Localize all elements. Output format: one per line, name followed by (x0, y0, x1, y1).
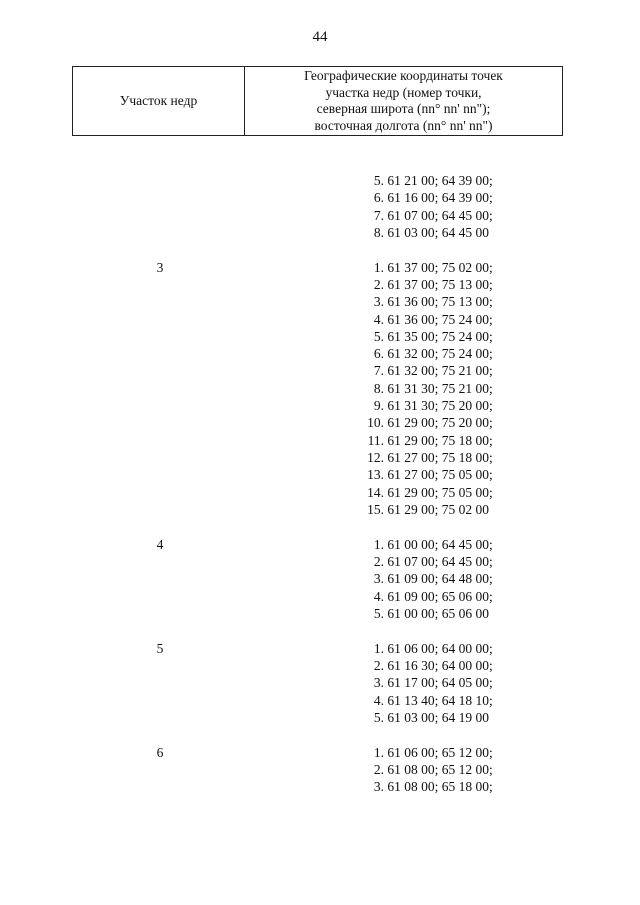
table-header (72, 66, 563, 136)
point-coordinates: 61 31 30; 75 20 00; (387, 398, 493, 414)
point-number: 1. (373, 640, 384, 656)
point-coordinates: 61 00 00; 64 45 00; (387, 536, 493, 552)
point-number: 10. (367, 415, 384, 431)
area-number: 4 (156, 536, 164, 552)
coordinate-point (364, 744, 640, 761)
point-coordinates: 61 37 00; 75 13 00; (387, 276, 493, 292)
header-coords-line: восточная долгота (nn° nn' nn") (314, 117, 493, 133)
point-coordinates: 61 29 00; 75 05 00; (387, 484, 493, 500)
point-number: 1. (373, 536, 384, 552)
area-section (0, 640, 640, 726)
point-coordinates: 61 37 00; 75 02 00; (387, 259, 493, 275)
point-number: 13. (367, 467, 384, 483)
coordinate-point (364, 674, 640, 691)
point-number: 5. (373, 605, 384, 621)
point-coordinates: 61 03 00; 64 45 00 (387, 224, 490, 240)
point-number: 7. (373, 207, 384, 223)
coordinate-point (364, 640, 640, 657)
coordinate-point (364, 224, 640, 241)
coordinate-point (364, 259, 640, 276)
point-coordinates: 61 27 00; 75 18 00; (387, 449, 493, 465)
point-number: 3. (373, 779, 384, 795)
coordinate-point (364, 553, 640, 570)
point-coordinates: 61 08 00; 65 18 00; (387, 779, 493, 795)
coordinate-point (364, 207, 640, 224)
coordinate-point (364, 536, 640, 553)
area-section (0, 259, 640, 518)
point-number: 9. (373, 398, 384, 414)
coordinate-point (364, 362, 640, 379)
point-number: 7. (373, 363, 384, 379)
header-cell-coordinates (245, 67, 562, 135)
point-number: 5. (373, 709, 384, 725)
coordinate-point (364, 432, 640, 449)
point-coordinates: 61 29 00; 75 18 00; (387, 432, 493, 448)
point-coordinates: 61 29 00; 75 02 00 (387, 501, 490, 517)
point-number: 8. (373, 380, 384, 396)
coordinates-list (0, 172, 640, 813)
point-number: 2. (373, 761, 384, 777)
point-number: 4. (373, 692, 384, 708)
header-coords-line: Географические координаты точек (304, 68, 503, 83)
coordinate-point (364, 293, 640, 310)
point-coordinates: 61 07 00; 64 45 00; (387, 207, 493, 223)
point-number: 8. (373, 224, 384, 240)
coordinate-point (364, 761, 640, 778)
coordinate-point (364, 466, 640, 483)
coordinate-point (364, 657, 640, 674)
point-number: 5. (373, 173, 384, 188)
area-number: 5 (156, 640, 164, 656)
coordinate-point (364, 692, 640, 709)
point-number: 2. (373, 553, 384, 569)
coordinate-point (364, 345, 640, 362)
point-coordinates: 61 06 00; 64 00 00; (387, 640, 493, 656)
point-number: 2. (373, 276, 384, 292)
point-list (364, 536, 640, 622)
point-coordinates: 61 09 00; 65 06 00; (387, 588, 493, 604)
coordinate-point (364, 570, 640, 587)
header-coords-line: северная широта (nn° nn' nn"); (316, 101, 491, 116)
header-cell-area (73, 67, 245, 135)
header-coords-line: участка недр (номер точки, (325, 84, 482, 100)
coordinate-point (364, 397, 640, 414)
header-area-label: Участок недр (119, 93, 198, 108)
point-list (364, 744, 640, 796)
point-number: 12. (367, 449, 384, 465)
coordinate-point (364, 328, 640, 345)
point-coordinates: 61 16 30; 64 00 00; (387, 657, 493, 673)
point-coordinates: 61 00 00; 65 06 00 (387, 605, 490, 621)
coordinate-point (364, 501, 640, 518)
coordinate-point (364, 588, 640, 605)
coordinate-point (364, 449, 640, 466)
point-number: 4. (373, 588, 384, 604)
point-number: 4. (373, 311, 384, 327)
point-coordinates: 61 13 40; 64 18 10; (387, 692, 493, 708)
point-coordinates: 61 07 00; 64 45 00; (387, 553, 493, 569)
coordinate-point (364, 380, 640, 397)
point-number: 3. (373, 294, 384, 310)
point-number: 5. (373, 328, 384, 344)
point-coordinates: 61 32 00; 75 21 00; (387, 363, 493, 379)
coordinate-point (364, 311, 640, 328)
coordinate-point (364, 276, 640, 293)
coordinate-point (364, 778, 640, 795)
point-list (364, 172, 640, 241)
coordinate-point (364, 189, 640, 206)
point-coordinates: 61 17 00; 64 05 00; (387, 675, 493, 691)
area-section (0, 744, 640, 796)
point-coordinates: 61 27 00; 75 05 00; (387, 467, 493, 483)
point-coordinates: 61 32 00; 75 24 00; (387, 346, 493, 362)
coordinate-point (364, 709, 640, 726)
area-section (0, 536, 640, 622)
point-coordinates: 61 31 30; 75 21 00; (387, 380, 493, 396)
coordinate-point (364, 484, 640, 501)
point-coordinates: 61 36 00; 75 24 00; (387, 311, 493, 327)
point-list (364, 640, 640, 726)
point-coordinates: 61 36 00; 75 13 00; (387, 294, 493, 310)
point-number: 3. (373, 571, 384, 587)
point-number: 6. (373, 346, 384, 362)
area-number: 3 (156, 259, 164, 275)
point-coordinates: 61 09 00; 64 48 00; (387, 571, 493, 587)
area-number: 6 (156, 744, 164, 760)
area-section (0, 172, 640, 241)
point-number: 3. (373, 675, 384, 691)
coordinate-point (364, 605, 640, 622)
point-coordinates: 61 08 00; 65 12 00; (387, 761, 493, 777)
point-number: 2. (373, 657, 384, 673)
coordinate-point (364, 172, 640, 189)
point-coordinates: 61 16 00; 64 39 00; (387, 190, 493, 206)
point-coordinates: 61 06 00; 65 12 00; (387, 744, 493, 760)
point-coordinates: 61 21 00; 64 39 00; (387, 173, 493, 188)
point-number: 11. (367, 432, 384, 448)
point-coordinates: 61 35 00; 75 24 00; (387, 328, 493, 344)
point-number: 1. (373, 744, 384, 760)
point-number: 14. (367, 484, 384, 500)
page-number: 44 (312, 29, 328, 45)
coordinate-point (364, 414, 640, 431)
point-list (364, 259, 640, 518)
point-coordinates: 61 29 00; 75 20 00; (387, 415, 493, 431)
point-number: 1. (373, 259, 384, 275)
point-coordinates: 61 03 00; 64 19 00 (387, 709, 490, 725)
point-number: 15. (367, 501, 384, 517)
point-number: 6. (373, 190, 384, 206)
